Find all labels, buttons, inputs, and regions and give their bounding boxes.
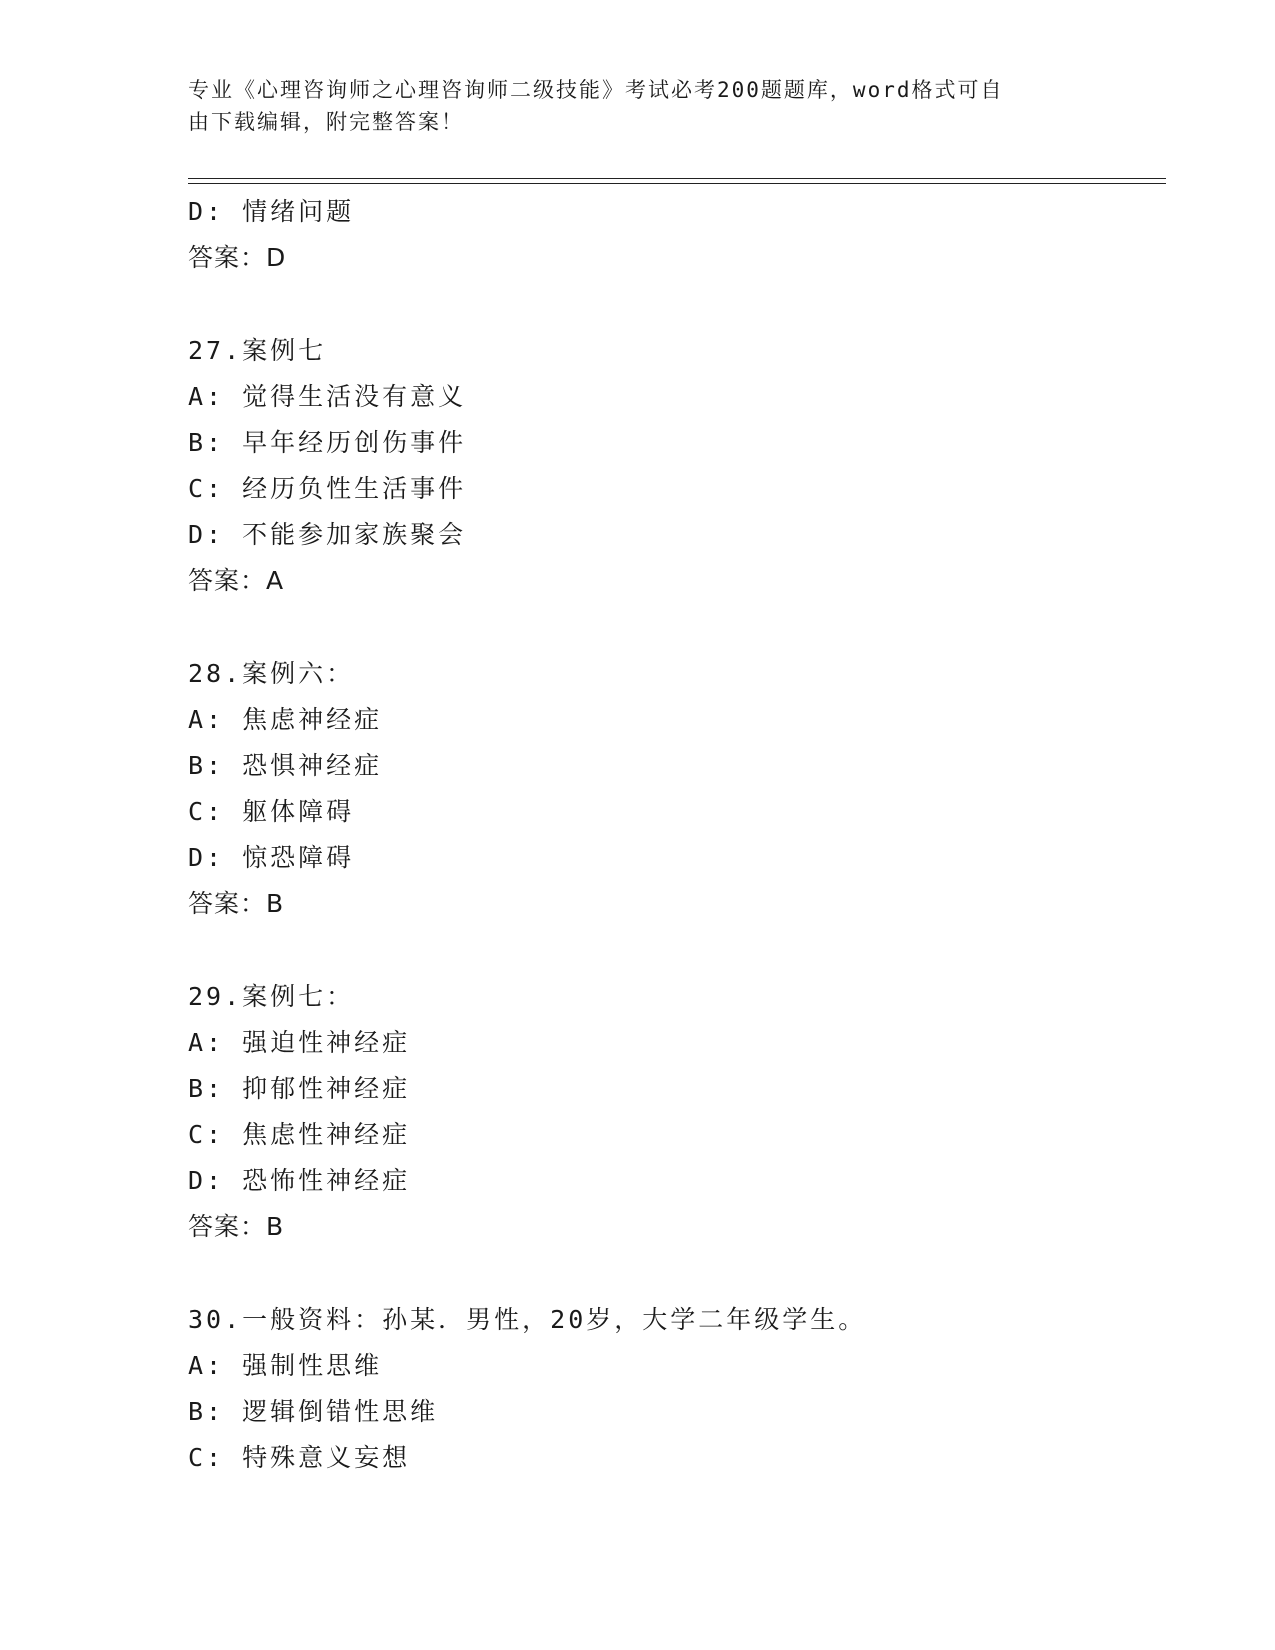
answer-line: 答案：A xyxy=(188,566,285,595)
question-content xyxy=(188,189,1168,1481)
option-d: D: 不能参加家族聚会 xyxy=(188,520,467,549)
option-b: B: 逻辑倒错性思维 xyxy=(188,1397,439,1426)
header-line-2: 由下载编辑，附完整答案！ xyxy=(188,110,464,134)
header-divider-top xyxy=(188,178,1166,179)
question-title: 30.一般资料：孙某．男性，20岁，大学二年级学生。 xyxy=(188,1305,867,1334)
answer-line: 答案：D xyxy=(188,243,287,272)
question-28 xyxy=(188,651,1168,927)
document-header xyxy=(188,74,1068,138)
header-divider-bottom xyxy=(188,183,1166,184)
option-d: D: 恐怖性神经症 xyxy=(188,1166,411,1195)
spacer xyxy=(188,1250,1168,1297)
option-a: A: 焦虑神经症 xyxy=(188,705,383,734)
option-b: B: 早年经历创伤事件 xyxy=(188,428,467,457)
question-title: 27.案例七 xyxy=(188,336,327,365)
spacer xyxy=(188,604,1168,651)
option-d: D: 惊恐障碍 xyxy=(188,843,355,872)
answer-line: 答案：B xyxy=(188,889,285,918)
question-title: 29.案例七： xyxy=(188,982,355,1011)
option-c: C: 经历负性生活事件 xyxy=(188,474,467,503)
question-27 xyxy=(188,328,1168,604)
option-a: A: 强迫性神经症 xyxy=(188,1028,411,1057)
question-29 xyxy=(188,974,1168,1250)
answer-line: 答案：B xyxy=(188,1212,285,1241)
question-title: 28.案例六： xyxy=(188,659,355,688)
option-c: C: 躯体障碍 xyxy=(188,797,355,826)
option-c: C: 特殊意义妄想 xyxy=(188,1443,411,1472)
option-c: C: 焦虑性神经症 xyxy=(188,1120,411,1149)
option-d: D: 情绪问题 xyxy=(188,197,355,226)
header-line-1: 专业《心理咨询师之心理咨询师二级技能》考试必考200题题库，word格式可自 xyxy=(188,78,1004,102)
question-30 xyxy=(188,1297,1168,1481)
spacer xyxy=(188,927,1168,974)
option-b: B: 抑郁性神经症 xyxy=(188,1074,411,1103)
option-a: A: 觉得生活没有意义 xyxy=(188,382,467,411)
option-b: B: 恐惧神经症 xyxy=(188,751,383,780)
spacer xyxy=(188,281,1168,328)
previous-question-tail xyxy=(188,189,1168,281)
option-a: A: 强制性思维 xyxy=(188,1351,383,1380)
